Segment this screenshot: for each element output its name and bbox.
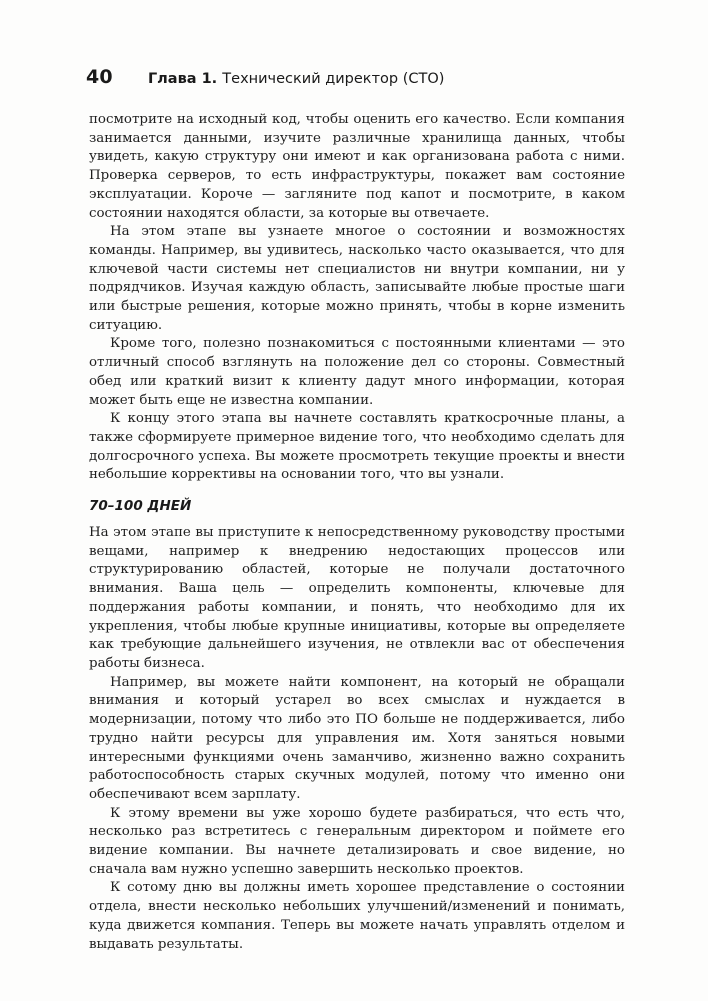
running-header — [86, 66, 626, 92]
paragraph: На этом этапе вы узнаете многое о состоянии и возможностях команды. Например, вы удивитесь, насколько часто оказывается, что для ключевой части системы нет специалистов ни внутри компании, ни у подрядчиков. Изучая каждую область, записывайте любые простые шаги или быстрые решения, которые можно принять, чтобы в корне изменить ситуацию. — [89, 224, 625, 333]
paragraph: Кроме того, полезно познакомиться с постоянными клиентами — это отличный способ взглянуть на положение дел со стороны. Совместный обед или краткий визит к клиенту дадут много информации, которая может быть еще не известна компании. — [89, 336, 625, 408]
chapter-label: Глава 1. — [147, 71, 218, 87]
paragraph: На этом этапе вы приступите к непосредственному руководству простыми вещами, например к внедрению недостающих процессов или структурированию областей, которые не получали достаточного внимания. Ваша цель — определить компоненты, ключевые для поддержания работы компании, и понять, что необходимо для их укрепления, чтобы любые крупные инициативы, которые вы определяете как требующие дальнейшего изучения, не отвлекли вас от обеспечения работы бизнеса. — [89, 525, 625, 671]
page-body — [89, 111, 625, 954]
paragraph: К концу этого этапа вы начнете составлять краткосрочные планы, а также сформируете примерное видение того, что необходимо сделать для долгосрочного успеха. Вы можете просмотреть текущие проекты и внести небольшие коррективы на основании того, что вы узнали. — [89, 411, 625, 483]
page-number: 40 — [86, 66, 113, 88]
chapter-title: Технический директор (CTO) — [222, 71, 445, 87]
paragraph: посмотрите на исходный код, чтобы оценить его качество. Если компания занимается данными, изучите различные хранилища данных, чтобы увидеть, какую структуру они имеют и как организована работа с ними. Проверка серверов, то есть инфраструктуры, покажет вам состояние эксплуатации. Короче — загляните под капот и посмотрите, в каком состоянии находятся области, за которые вы отвечаете. — [89, 112, 625, 221]
paragraph: К этому времени вы уже хорошо будете разбираться, что есть что, несколько раз встретитесь с генеральным директором и поймете его видение компании. Вы начнете детализировать и свое видение, но сначала вам нужно успешно завершить несколько проектов. — [89, 805, 625, 877]
section-heading: 70–100 ДНЕЙ — [89, 498, 192, 515]
paragraph: Например, вы можете найти компонент, на который не обращали внимания и который устарел во всех смыслах и нуждается в модернизации, потому что либо это ПО больше не поддерживается, либо трудно найти ресурсы для управления им. Хотя заняться новыми интересными функциями очень заманчиво, жизненно важно сохранить работоспособность старых скучных модулей, потому что именно они обеспечивают всем зарплату. — [89, 674, 625, 802]
paragraph: К сотому дню вы должны иметь хорошее представление о состоянии отдела, внести несколько небольших улучшений/изменений и понимать, куда движется компания. Теперь вы можете начать управлять отделом и выдавать результаты. — [89, 880, 625, 952]
